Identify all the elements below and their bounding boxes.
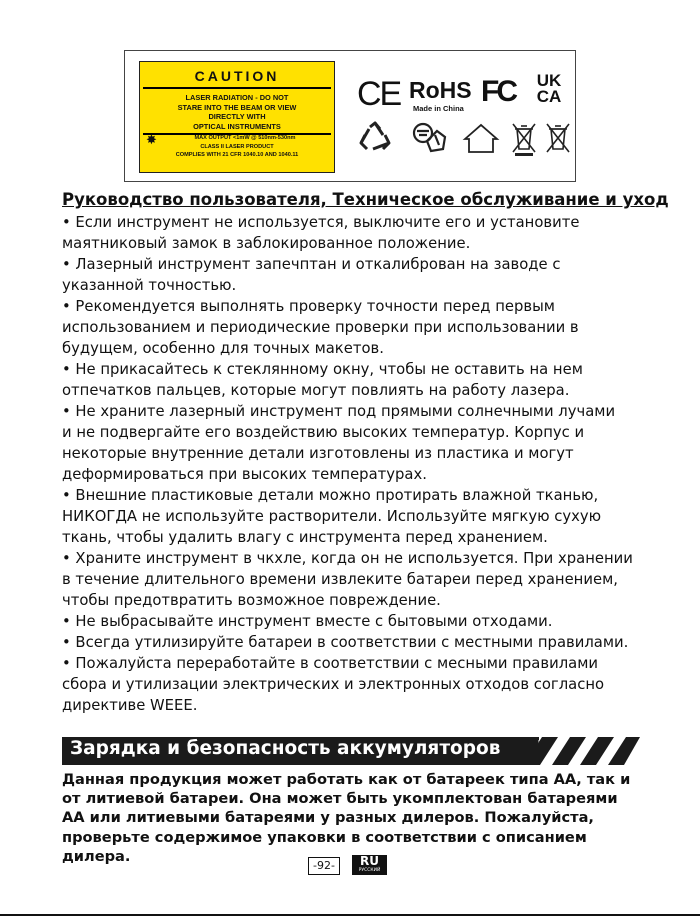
- page-number: -92-: [308, 857, 340, 875]
- spec-line: COMPLIES WITH 21 CFR 1040.10 AND 1040.11: [175, 152, 299, 158]
- text-line: дилера.: [62, 847, 131, 865]
- warning-line: OPTICAL INSTRUMENTS: [193, 121, 281, 131]
- text-line: некоторые внутренние детали изготовлены из пластика и могут: [62, 445, 574, 462]
- indoor-use-icon: [461, 121, 501, 155]
- text-line: директиве WEEE.: [62, 697, 198, 714]
- caution-title: CAUTION: [194, 68, 280, 84]
- section-heading: Руководство пользователя, Техническое обслуживание и уход: [62, 190, 669, 209]
- crossed-bin-icon: [543, 121, 573, 157]
- laser-warning-text: [140, 93, 334, 131]
- text-line: НИКОГДА не используйте растворители. Используйте мягкую сухую: [62, 508, 602, 525]
- rohs-mark: RoHS: [409, 77, 472, 103]
- page-bottom-rule: [0, 914, 700, 916]
- laser-caution-sticker: [139, 61, 335, 173]
- text-line: использованием и периодические проверки при использовании в: [62, 319, 579, 336]
- text-line: чтобы предотвратить возможное повреждение.: [62, 592, 441, 609]
- text-line: • Храните инструмент в чкхле, когда он не используется. При хранении: [62, 550, 633, 567]
- text-line: АА или литиевыми батареями у разных дилеров. Пожалуйста,: [62, 809, 594, 827]
- text-line: • Всегда утилизируйте батареи в соответствии с местными правилами.: [62, 634, 629, 651]
- text-line: • Рекомендуется выполнять проверку точности перед первым: [62, 298, 555, 315]
- text-line: • Не выбрасывайте инструмент вместе с бытовыми отходами.: [62, 613, 553, 630]
- spec-line: MAX OUTPUT <1mW @ 510nm-530nm: [194, 135, 296, 141]
- ce-mark: CE: [357, 75, 401, 113]
- ukca-mark: UK CA: [536, 71, 562, 106]
- battery-intro-text: [62, 770, 682, 866]
- text-line: указанной точностью.: [62, 277, 237, 294]
- made-in-china-text: Made in China: [413, 104, 464, 113]
- laser-spec-text: [140, 134, 334, 160]
- text-line: от литиевой батареи. Она может быть укомплектован батареями: [62, 790, 618, 808]
- warning-line: LASER RADIATION - DO NOT: [185, 93, 289, 102]
- text-line: • Не прикасайтесь к стеклянному окну, чтобы не оставить на нем: [62, 361, 583, 378]
- text-line: сбора и утилизации электрических и электронных отходов согласно: [62, 676, 605, 693]
- language-name: РУССКИЙ: [358, 868, 381, 873]
- language-code: RU: [360, 854, 379, 868]
- text-line: • Внешние пластиковые детали можно протирать влажной тканью,: [62, 487, 599, 504]
- text-line: ткань, чтобы удалить влагу с инструмента перед хранением.: [62, 529, 548, 546]
- text-line: в течение длительного времени извлеките батареи перед хранением,: [62, 571, 618, 588]
- language-badge: [352, 855, 387, 875]
- recycle-icon: [357, 121, 393, 155]
- battery-section-title: Зарядка и безопасность аккумуляторов: [70, 738, 501, 759]
- manual-section: [62, 189, 682, 716]
- text-line: Данная продукция может работать как от батареек типа АА, так и: [62, 771, 631, 788]
- text-line: будущем, особенно для точных макетов.: [62, 340, 384, 357]
- text-line: проверьте содержимое упаковки в соответствии с описанием: [62, 828, 587, 846]
- hand-book-icon: [409, 121, 451, 155]
- text-line: маятниковый замок в заблокированное положение.: [62, 235, 471, 252]
- text-line: • Если инструмент не используется, выключите его и установите: [62, 214, 580, 231]
- decorative-stripes: [524, 737, 640, 765]
- compliance-label: [124, 50, 576, 182]
- text-line: и не подвергайте его воздействию высоких температур. Корпус и: [62, 424, 585, 441]
- battery-section-banner: [62, 737, 640, 765]
- laser-star-icon: ✸: [146, 133, 157, 148]
- spec-line: CLASS II LASER PRODUCT: [200, 143, 274, 150]
- text-line: • Не храните лазерный инструмент под прямыми солнечными лучами: [62, 403, 616, 420]
- manual-text: [62, 212, 682, 716]
- crossed-bin-bar-icon: [509, 121, 539, 157]
- fcc-mark: FC: [481, 75, 515, 108]
- divider: [143, 87, 331, 89]
- text-line: отпечатков пальцев, которые могут повлиять на работу лазера.: [62, 382, 570, 399]
- warning-line: STARE INTO THE BEAM OR VIEW: [177, 102, 297, 112]
- text-line: • Лазерный инструмент запечптан и откалиброван на заводе с: [62, 256, 561, 273]
- warning-line: DIRECTLY WITH: [208, 112, 266, 122]
- text-line: • Пожалуйста переработайте в соответствии с месными правилами: [62, 655, 599, 672]
- text-line: деформироваться при высоких температурах.: [62, 466, 427, 483]
